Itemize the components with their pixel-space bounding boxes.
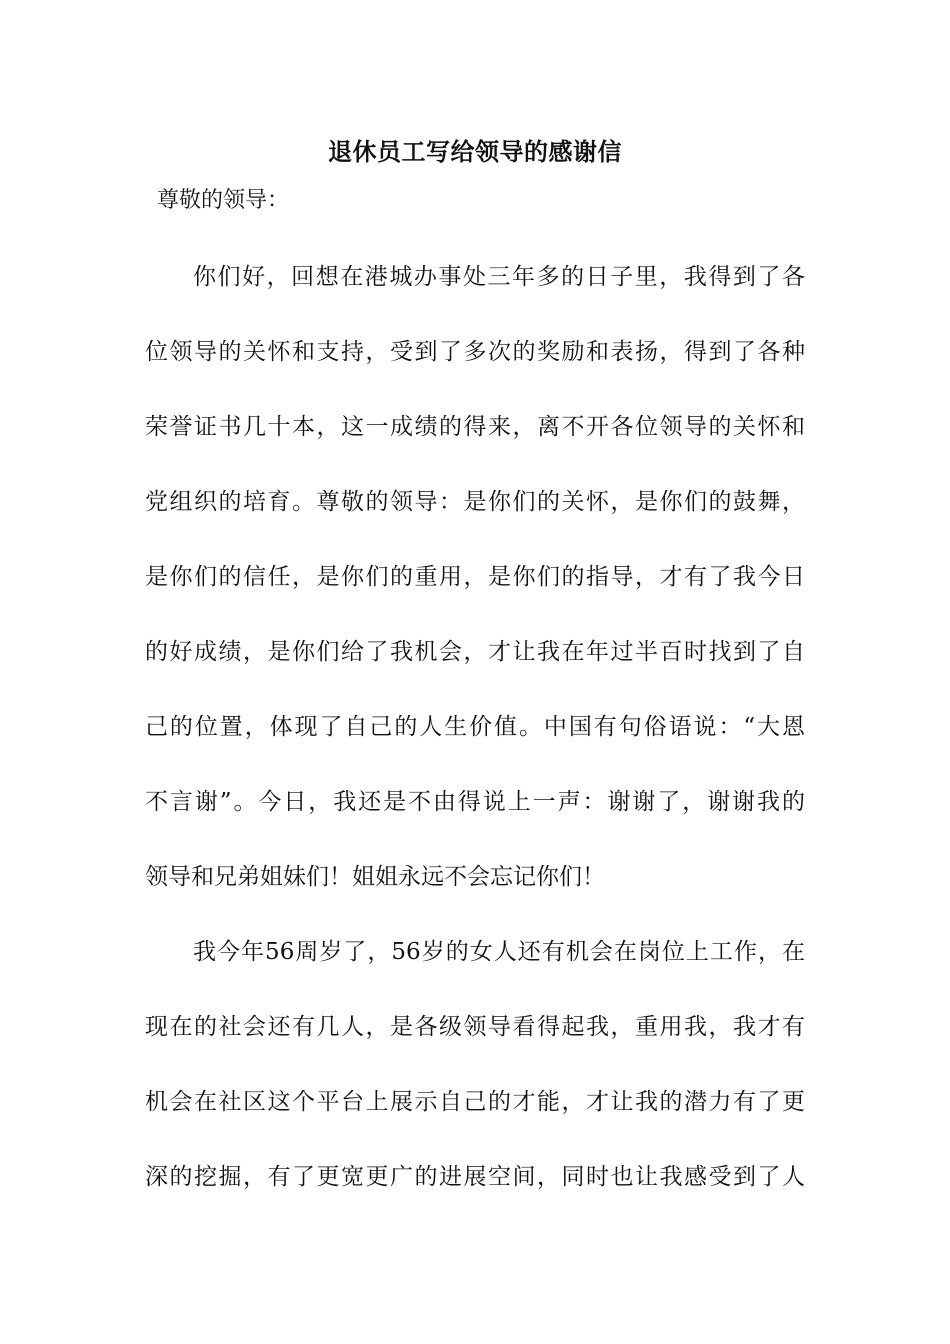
paragraph-line: 己的位置，体现了自己的人生价值。中国有句俗语说：“大恩	[145, 714, 805, 740]
paragraph-line: 机会在社区这个平台上展示自己的才能，才让我的潜力有了更	[145, 1089, 805, 1115]
paragraph-line: 是你们的信任，是你们的重用，是你们的指导，才有了我今日	[145, 564, 805, 590]
paragraph-line: 领导和兄弟姐妹们！姐姐永远不会忘记你们！	[145, 864, 605, 890]
paragraph-line: 的好成绩，是你们给了我机会，才让我在年过半百时找到了自	[145, 639, 805, 665]
paragraph-line: 我今年56周岁了，56岁的女人还有机会在岗位上工作，在	[193, 939, 805, 965]
paragraph-line: 不言谢”。今日，我还是不由得说上一声：谢谢了，谢谢我的	[145, 789, 805, 815]
salutation: 尊敬的领导：	[157, 188, 290, 213]
paragraph-line: 荣誉证书几十本，这一成绩的得来，离不开各位领导的关怀和	[145, 414, 805, 440]
document-title: 退休员工写给领导的感谢信	[328, 137, 622, 166]
paragraph-line: 党组织的培育。尊敬的领导：是你们的关怀，是你们的鼓舞，	[145, 489, 805, 515]
paragraph-line: 你们好，回想在港城办事处三年多的日子里，我得到了各	[193, 264, 805, 290]
paragraph-line: 现在的社会还有几人，是各级领导看得起我，重用我，我才有	[145, 1014, 805, 1040]
paragraph-line: 深的挖掘，有了更宽更广的进展空间，同时也让我感受到了人	[145, 1164, 805, 1190]
paragraph-line: 位领导的关怀和支持，受到了多次的奖励和表扬，得到了各种	[145, 339, 805, 365]
